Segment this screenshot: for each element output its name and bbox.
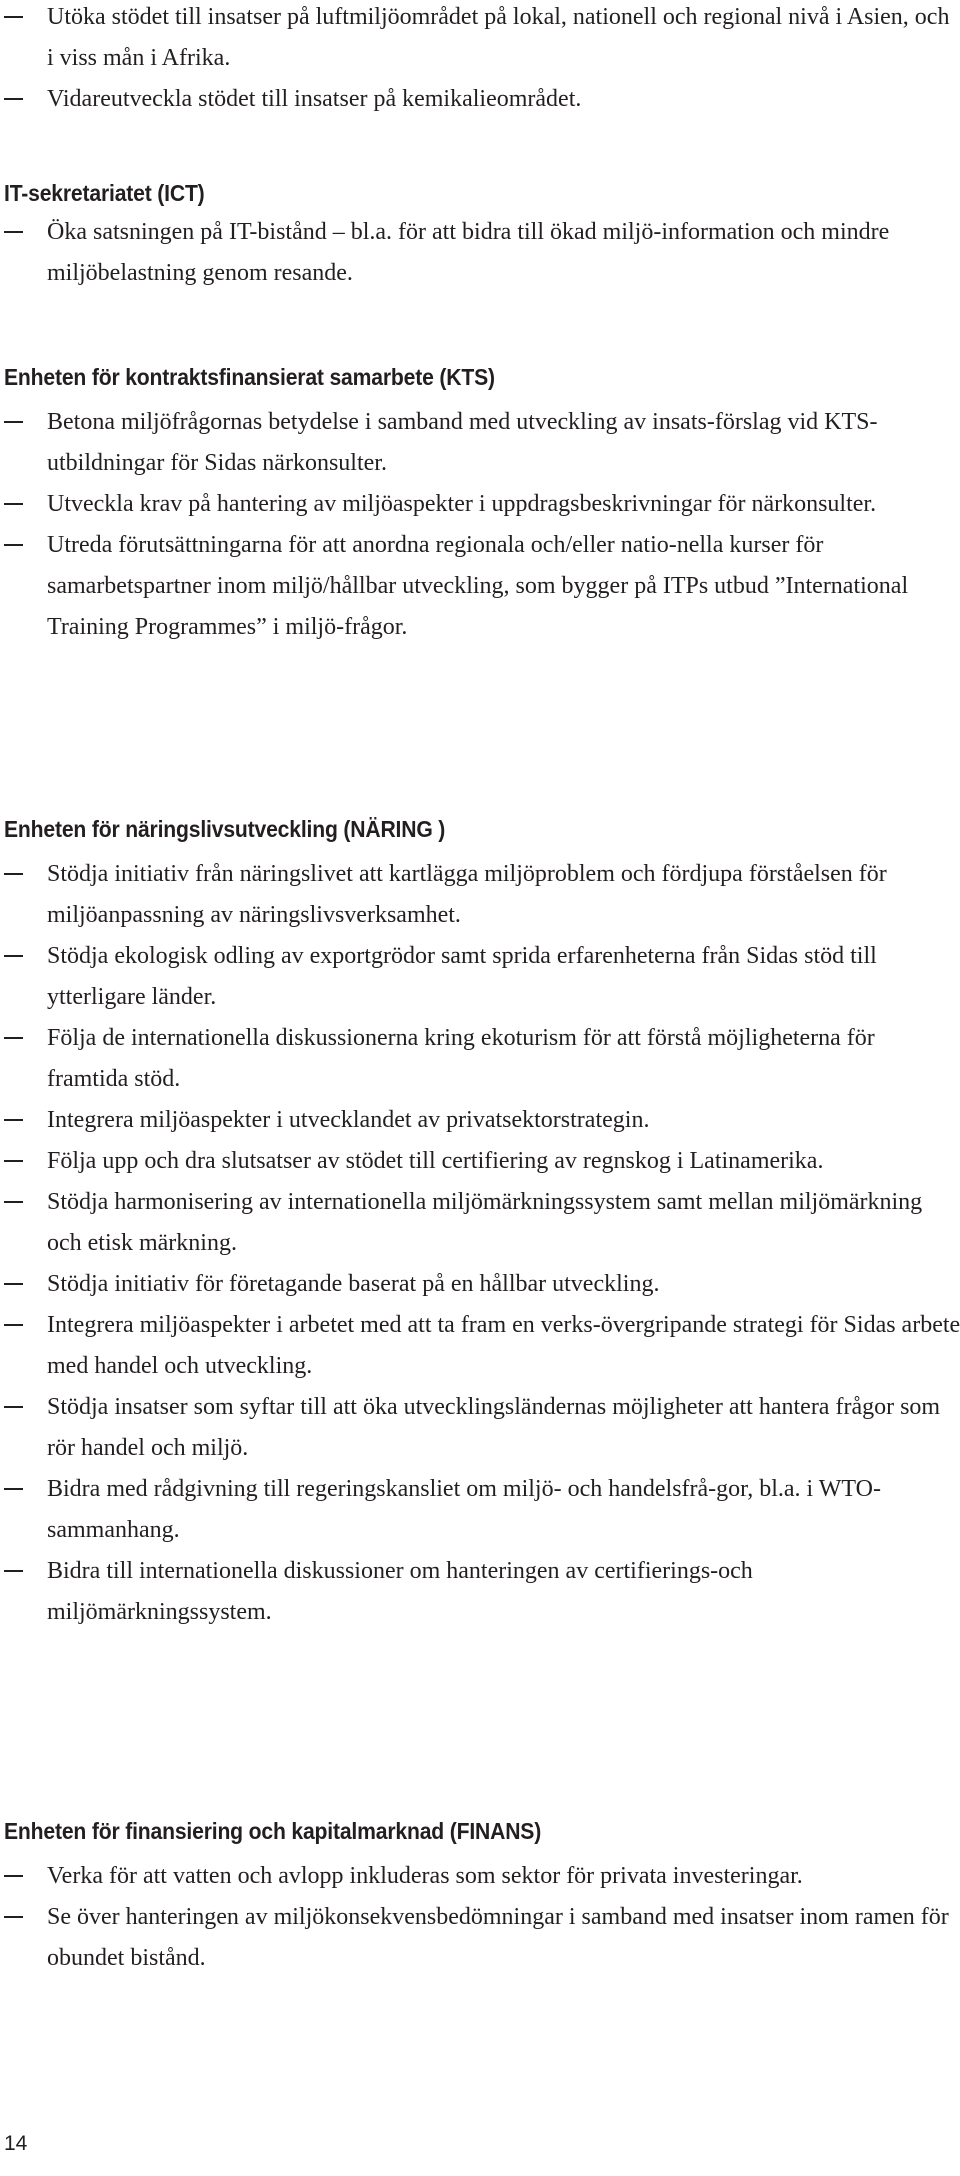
list-item: Stödja insatser som syftar till att öka utvecklingsländernas möjligheter att hantera frågor som rör handel och miljö. — [4, 1387, 956, 1469]
list-item: Öka satsningen på IT-bistånd – bl.a. för att bidra till ökad miljö-information och mindre miljöbelastning genom resande. — [4, 212, 956, 294]
dash-bullet — [4, 1570, 23, 1572]
section-list — [4, 212, 956, 294]
list-item: Integrera miljöaspekter i utvecklandet av privatsektorstrategin. — [4, 1100, 956, 1141]
list-item: Stödja initiativ för företagande baserat på en hållbar utveckling. — [4, 1264, 956, 1305]
section-heading: Enheten för näringslivsutveckling (NÄRING ) — [4, 816, 446, 842]
list-item: Stödja ekologisk odling av exportgrödor samt sprida erfarenheterna från Sidas stöd till ytterligare länder. — [4, 936, 956, 1018]
list-item: Betona miljöfrågornas betydelse i samband med utveckling av insats-förslag vid KTS-utbildningar för Sidas närkonsulter. — [4, 402, 956, 484]
section-list — [4, 402, 956, 648]
section-heading: Enheten för kontraktsfinansierat samarbete (KTS) — [4, 364, 495, 390]
dash-bullet — [4, 1160, 23, 1162]
section-heading: Enheten för finansiering och kapitalmarknad (FINANS) — [4, 1818, 542, 1844]
list-item: Stödja harmonisering av internationella miljömärkningssystem samt mellan miljömärkning och etisk märkning. — [4, 1182, 956, 1264]
list-item: Utreda förutsättningarna för att anordna regionala och/eller natio-nella kurser för samarbetspartner inom miljö/hållbar utveckling, som bygger på ITPs utbud ”International Training Programmes” i miljö-frågor. — [4, 525, 956, 648]
intro-list — [4, 0, 960, 120]
dash-bullet — [4, 16, 23, 18]
list-item: Stödja initiativ från näringslivet att kartlägga miljöproblem och fördjupa förståelsen för miljöanpassning av näringslivsverksamhet. — [4, 854, 956, 936]
list-item: Följa de internationella diskussionerna kring ekoturism för att förstå möjligheterna för framtida stöd. — [4, 1018, 956, 1100]
page-number: 14 — [4, 2132, 28, 2155]
dash-bullet — [4, 955, 23, 957]
dash-bullet — [4, 873, 23, 875]
list-item: Verka för att vatten och avlopp inkluderas som sektor för privata investeringar. — [4, 1856, 956, 1897]
list-item: Utöka stödet till insatser på luftmiljöområdet på lokal, nationell och regional nivå i Asien, och i viss mån i Afrika. — [4, 0, 960, 79]
section-finans — [4, 1816, 956, 1979]
dash-bullet — [4, 1488, 23, 1490]
dash-bullet — [4, 1283, 23, 1285]
list-item: Utveckla krav på hantering av miljöaspekter i uppdragsbeskrivningar för närkonsulter. — [4, 484, 956, 525]
dash-bullet — [4, 1875, 23, 1877]
section-ict — [4, 178, 956, 294]
list-item: Bidra till internationella diskussioner om hanteringen av certifierings-och miljömärkningssystem. — [4, 1551, 956, 1633]
dash-bullet — [4, 1324, 23, 1326]
list-item: Följa upp och dra slutsatser av stödet till certifiering av regnskog i Latinamerika. — [4, 1141, 956, 1182]
section-heading: IT-sekretariatet (ICT) — [4, 180, 205, 206]
dash-bullet — [4, 1037, 23, 1039]
dash-bullet — [4, 231, 23, 233]
list-item: Bidra med rådgivning till regeringskansliet om miljö- och handelsfrå-gor, bl.a. i WTO-sammanhang. — [4, 1469, 956, 1551]
dash-bullet — [4, 1916, 23, 1918]
list-item: Integrera miljöaspekter i arbetet med att ta fram en verks-övergripande strategi för Sidas arbete med handel och utveckling. — [4, 1305, 956, 1387]
list-item: Se över hanteringen av miljökonsekvensbedömningar i samband med insatser inom ramen för obundet bistånd. — [4, 1897, 956, 1979]
dash-bullet — [4, 1406, 23, 1408]
section-kts — [4, 362, 956, 648]
dash-bullet — [4, 544, 23, 546]
section-list — [4, 1856, 956, 1979]
dash-bullet — [4, 421, 23, 423]
section-naring — [4, 814, 960, 1633]
list-item: Vidareutveckla stödet till insatser på kemikalieområdet. — [4, 79, 960, 120]
dash-bullet — [4, 503, 23, 505]
dash-bullet — [4, 1201, 23, 1203]
section-list — [4, 854, 960, 1633]
dash-bullet — [4, 98, 23, 100]
dash-bullet — [4, 1119, 23, 1121]
